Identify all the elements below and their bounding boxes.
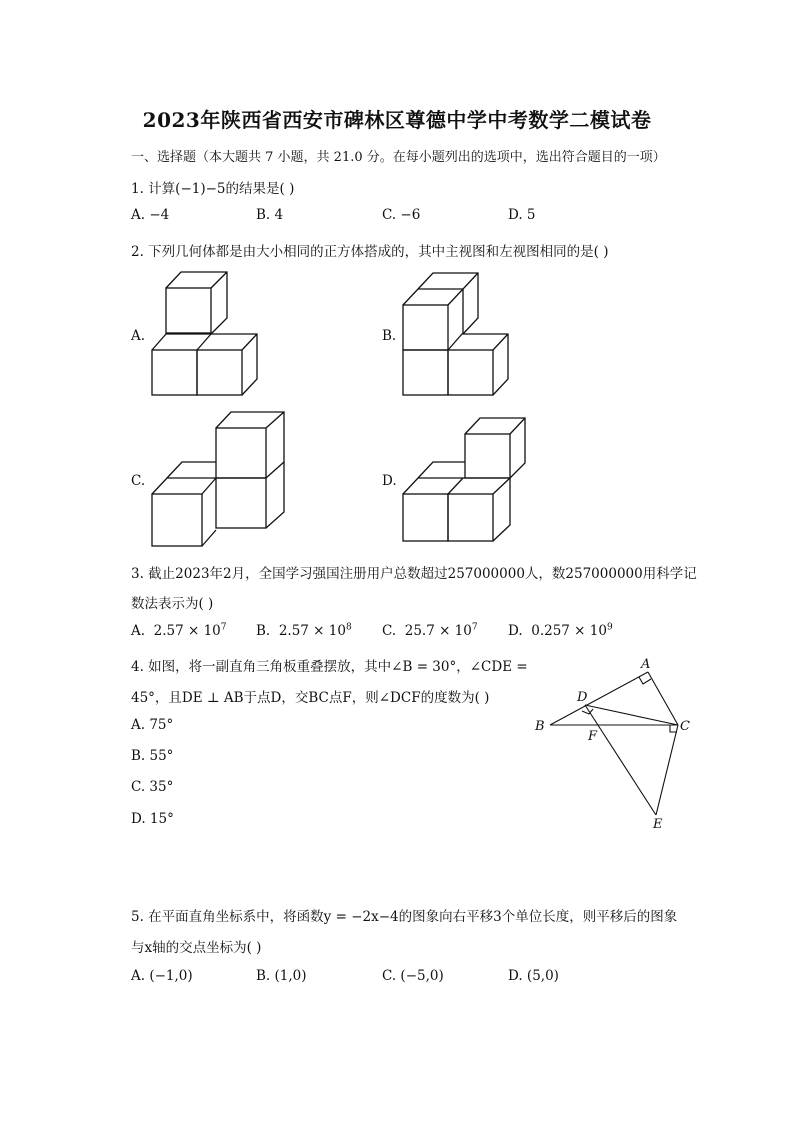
question-1-option-b: B. 4: [256, 207, 284, 223]
question-1-stem: 1. 计算(−1)−5的结果是( ): [131, 181, 295, 197]
point-e-label: E: [653, 817, 663, 832]
question-2-figure-d-label: D.: [382, 473, 397, 489]
question-4-option-b: B. 55°: [131, 748, 174, 764]
question-3-option-d: D. $0.257 \times 10^9$: [508, 622, 613, 639]
question-3-stem-line-2: 数法表示为( ): [131, 596, 214, 612]
question-4-option-d: D. 15°: [131, 811, 174, 827]
question-2-stem: 2. 下列几何体都是由大小相同的正方体搭成的，其中主视图和左视图相同的是( ): [131, 244, 609, 260]
question-5-option-c: C. (−5,0): [382, 968, 444, 984]
question-5-option-b: B. (1,0): [256, 968, 307, 984]
point-f-label: F: [588, 729, 598, 744]
question-3-option-c: C. $25.7 \times 10^7$: [382, 622, 478, 639]
question-1-option-d: D. 5: [508, 207, 536, 223]
point-c-label: C: [680, 719, 690, 734]
question-5-option-d: D. (5,0): [508, 968, 559, 984]
point-d-label: D: [577, 690, 588, 705]
question-5-stem-line-1: 5. 在平面直角坐标系中，将函数y = −2x−4的图象向右平移3个单位长度，则平移后的图象: [131, 909, 678, 925]
question-1-option-c: C. −6: [382, 207, 421, 223]
page-title: 2023年陕西省西安市碑林区尊德中学中考数学二模试卷: [142, 108, 652, 132]
section-heading: 一、选择题（本大题共 7 小题，共 21.0 分。在每小题列出的选项中，选出符合题目的一项）: [131, 150, 666, 165]
question-3-option-a: A. $2.57 \times 10^7$: [131, 622, 227, 639]
question-4-stem-line-1: 4. 如图，将一副直角三角板重叠摆放，其中∠B = 30°，∠CDE =: [131, 659, 528, 675]
question-4-option-a: A. 75°: [131, 717, 174, 733]
question-2-figure-b-label: B.: [382, 328, 397, 344]
question-2-figure-c-label: C.: [131, 473, 146, 489]
question-3-option-b: B. $2.57 \times 10^8$: [256, 622, 352, 639]
question-3-stem-line-1: 3. 截止2023年2月，全国学习强国注册用户总数超过257000000人，数257000000用科学记: [131, 566, 697, 582]
point-b-label: B: [535, 719, 545, 734]
question-4-stem-line-2: 45°，且DE ⊥ AB于点D，交BC点F，则∠DCF的度数为( ): [131, 690, 490, 706]
question-5-option-a: A. (−1,0): [131, 968, 193, 984]
question-1-option-a: A. −4: [131, 207, 170, 223]
question-2-figure-a-label: A.: [131, 328, 146, 344]
point-a-label: A: [641, 657, 651, 672]
question-4-option-c: C. 35°: [131, 779, 174, 795]
question-5-stem-line-2: 与x轴的交点坐标为( ): [131, 940, 262, 956]
